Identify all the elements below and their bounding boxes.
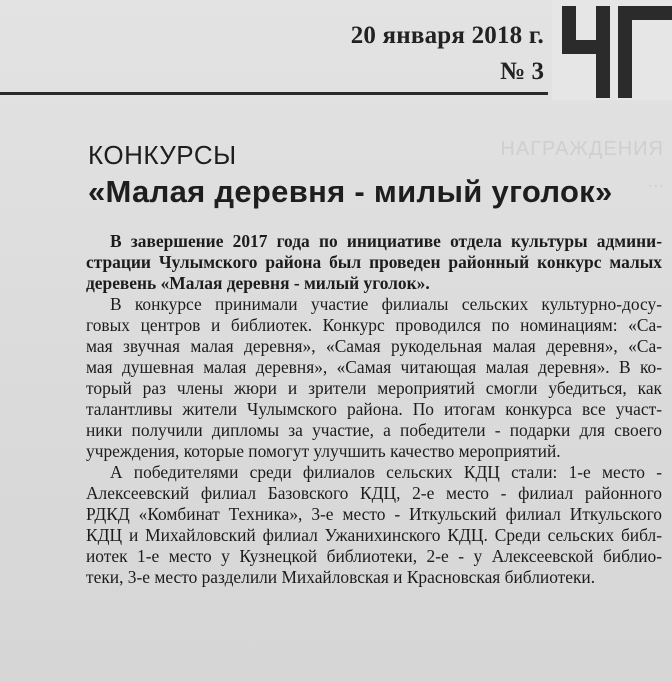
article-line: РДКД «Комбинат Техника», 3-е место - Иткульский филиал Иткульского <box>86 504 662 524</box>
page-header <box>0 0 672 100</box>
logo-cg-icon <box>552 0 672 100</box>
issue-date: 20 января 2018 г. <box>350 22 544 49</box>
article-line: В конкурсе принимали участие филиалы сельских культурно-досу- <box>110 294 662 314</box>
article-line: деревень «Малая деревня - милый уголок». <box>86 273 430 293</box>
article-line: мая звучная малая деревня», «Самая рукодельная малая деревня», «Са- <box>86 336 662 356</box>
article-line: В завершение 2017 года по инициативе отдела культуры админи- <box>110 231 662 251</box>
article-line: иотек 1-е место у Кузнецкой библиотеки, 2-е - у Алексеевской библио- <box>86 546 662 566</box>
article-line: Алексеевский филиал Базовского КДЦ, 2-е место - филиал районного <box>86 483 662 503</box>
article-line: КДЦ и Михайловский филиал Ужанихинского КДЦ. Среди сельских библ- <box>86 525 662 545</box>
article-line: теки, 3-е место разделили Михайловская и Красновская библиотеки. <box>86 567 596 587</box>
article-line: А победителями среди филиалов сельских КДЦ стали: 1-е место - <box>110 462 662 482</box>
article-line: ники получили дипломы за участие, а победители - подарки для своего <box>86 420 662 440</box>
show-through-text: НАГРАЖДЕНИЯ <box>500 138 664 160</box>
article-line: мая душевная малая деревня», «Самая читающая малая деревня». В ко- <box>86 357 662 377</box>
article-rubric: КОНКУРСЫ <box>88 140 237 170</box>
article-body <box>86 231 662 588</box>
article-line: говых центров и библиотек. Конкурс проводился по номинациям: «Са- <box>86 315 662 335</box>
issue-number: № 3 <box>500 58 544 85</box>
article-line: учреждения, которые помогут улучшить качество мероприятий. <box>86 441 561 461</box>
header-divider <box>0 92 548 95</box>
newspaper-logo <box>552 0 672 100</box>
article-line: торый раз члены жюри и зрители мероприятий смогли убедиться, как <box>86 378 662 398</box>
article-title: «Малая деревня - милый уголок» <box>88 174 613 209</box>
article-line: талантливы жители Чулымского района. По итогам конкурса все участ- <box>86 399 662 419</box>
article-line: страции Чулымского района был проведен районный конкурс малых <box>86 252 662 272</box>
show-through-text-2: ... <box>647 170 664 192</box>
